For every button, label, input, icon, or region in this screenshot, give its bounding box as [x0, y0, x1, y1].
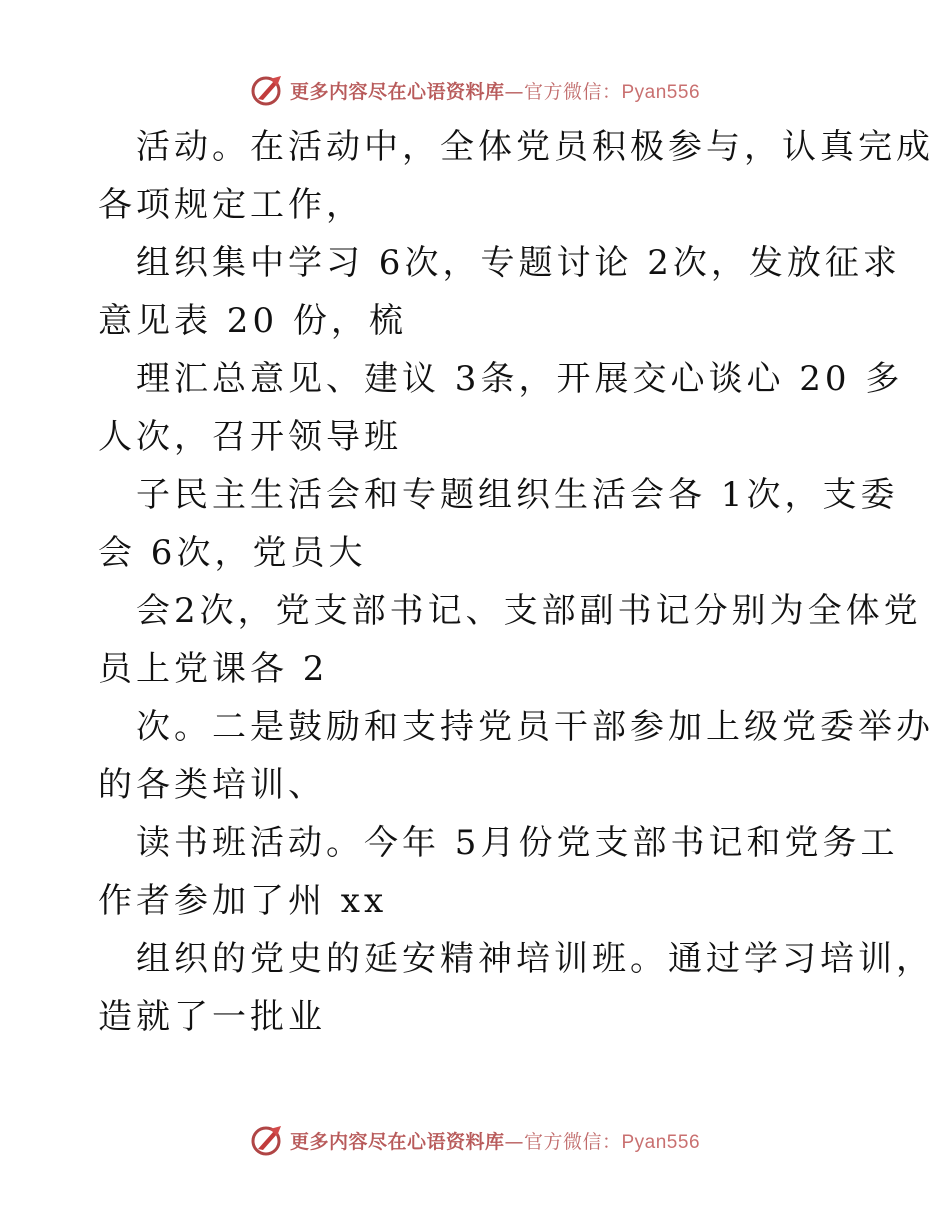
body-line: 员上党课各 2: [98, 649, 329, 689]
body-line: 造就了一批业: [98, 997, 326, 1037]
body-line: 作者参加了州 xx: [98, 881, 388, 921]
body-line: 的各类培训、: [98, 765, 326, 805]
body-line: 各项规定工作，: [98, 185, 364, 225]
footer-banner-text: [290, 1127, 700, 1154]
body-line: 会2次，党支部书记、支部副书记分别为全体党: [136, 591, 922, 631]
banner-dash: —: [504, 1130, 524, 1153]
body-line: 组织的党史的延安精神培训班。通过学习培训，: [136, 939, 934, 979]
body-line: 人次，召开领导班: [98, 417, 402, 457]
body-line: 读书班活动。今年 5月份党支部书记和党务工: [136, 823, 899, 863]
quill-logo-icon: [250, 1123, 284, 1157]
site-name: 更多内容尽在心语资料库: [289, 80, 505, 103]
banner-dash: —: [504, 80, 524, 103]
site-name: 更多内容尽在心语资料库: [289, 1130, 505, 1153]
quill-logo-icon: [250, 73, 284, 107]
document-body: [98, 118, 934, 1046]
body-line: 会 6次，党员大: [98, 533, 367, 573]
footer-banner: [0, 1120, 950, 1160]
body-line: 组织集中学习 6次，专题讨论 2次，发放征求: [136, 243, 901, 283]
header-banner: [0, 70, 950, 110]
wechat-label: 官方微信：: [523, 80, 622, 103]
body-line: 子民主生活会和专题组织生活会各 1次，支委: [136, 475, 899, 515]
wechat-id: Pyan556: [621, 1131, 701, 1153]
header-banner-text: [290, 77, 700, 104]
body-line: 理汇总意见、建议 3条，开展交心谈心 20 多: [136, 359, 904, 399]
body-line: 意见表 20 份，梳: [98, 301, 407, 341]
body-line: 活动。在活动中，全体党员积极参与，认真完成: [136, 127, 934, 167]
wechat-id: Pyan556: [621, 81, 701, 103]
body-line: 次。二是鼓励和支持党员干部参加上级党委举办: [136, 707, 934, 747]
wechat-label: 官方微信：: [523, 1130, 622, 1153]
